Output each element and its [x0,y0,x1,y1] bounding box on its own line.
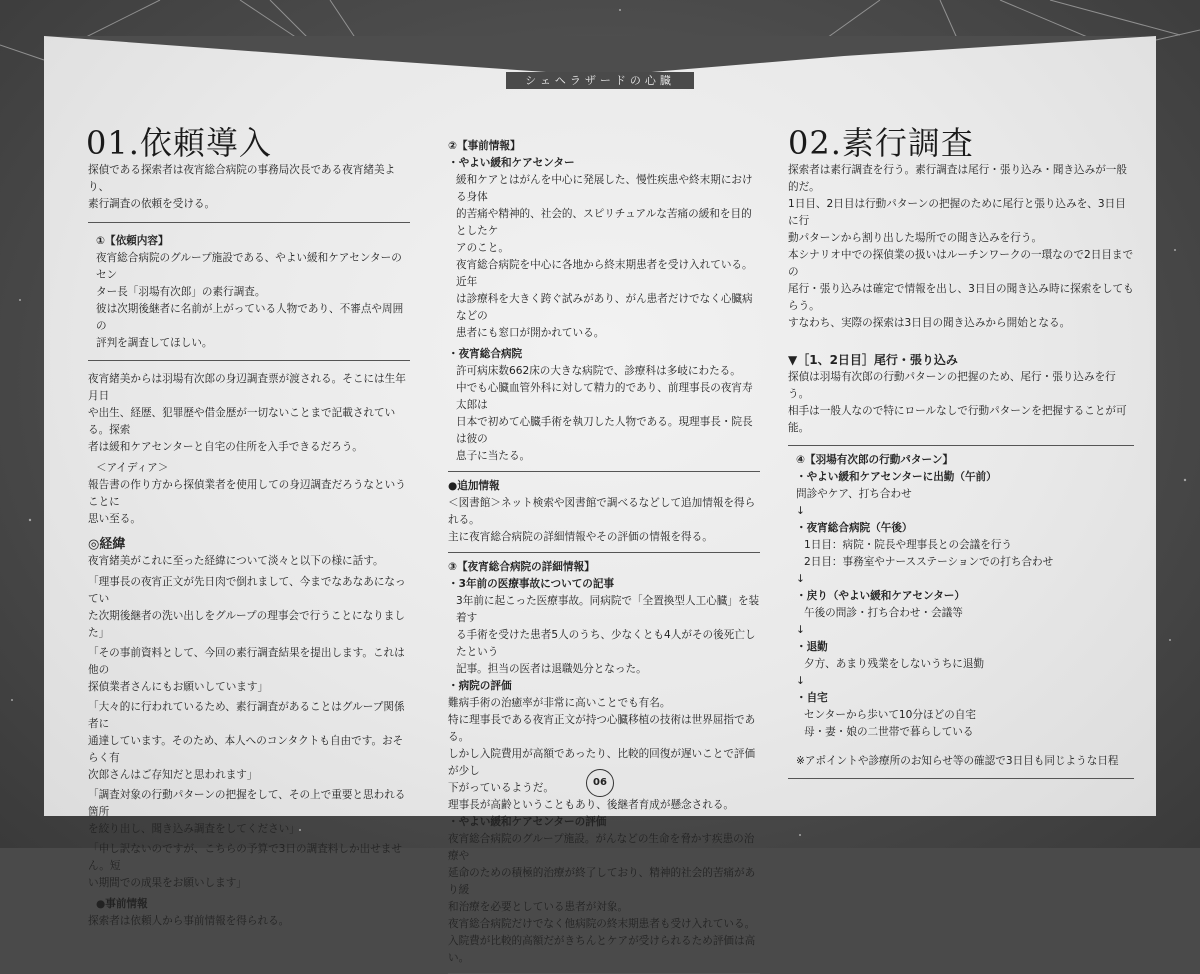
pattern-step-label: ・夜宵総合病院（午後） [796,522,913,534]
pattern-step-item: センターから歩いて10分ほどの自宅 [804,709,976,721]
quote-line: 通達しています。そのため、本人へのコンタクトも自由です。おそらく有 [88,735,404,764]
arrow-icon: ↓ [796,624,805,636]
eval-title: ・病院の評価 [448,680,512,692]
pattern-step-item: 午後の問診・打ち合わせ・会議等 [804,607,963,619]
center-line: アのこと。 [456,242,509,254]
intro-line: 動パターンから割り出した場所での聞き込みを行う。 [788,232,1043,244]
prior-info-line: 探索者は依頼人から事前情報を得られる。 [88,915,290,927]
after-line: 者は緩和ケアセンターと自宅の住所を入手できるだろう。 [88,441,363,453]
divider [788,445,1134,446]
extra-info-title: ●追加情報 [448,480,500,492]
arrow-icon: ↓ [796,505,805,517]
quote-line: い期間での成果をお願いします」 [88,877,247,889]
center-eval-line: 夜宵総合病院のグループ施設。がんなどの生命を脅かす疾患の治療や [448,833,755,862]
request-line: ター長「羽場有次郎」の素行調査。 [96,286,266,298]
quote-line: 探偵業者さんにもお願いしています」 [88,681,269,693]
hospital-line: 中でも心臓血管外科に対して精力的であり、前理事長の夜宵寿太郎は [456,382,753,411]
tail-title: ▼［1、2日目］尾行・張り込み [788,353,958,367]
pattern-step-item: 夕方、あまり残業をしないうちに退勤 [804,658,985,670]
center-title: ・やよい緩和ケアセンター [448,157,575,169]
detail-section-title: ③【夜宵総合病院の詳細情報】 [448,561,595,573]
hospital-line: 許可病床数662床の大きな病院で、診療科は多岐にわたる。 [456,365,741,377]
quote-line: た次期後継者の洗い出しをグループの理事会で行うことになりました」 [88,610,405,639]
divider [788,778,1134,779]
center-eval-title: ・やよい緩和ケアセンターの評価 [448,816,607,828]
center-line: は診療科を大きく跨ぐ試みがあり、がん患者だけでなく心臓病などの [456,293,753,322]
center-eval-line: 入院費が比較的高額だがきちんとケアが受けられるため評価は高い。 [448,935,756,964]
background-title: ◎経緯 [88,537,126,552]
quote-line: 「申し訳ないのですが、こちらの予算で3日の調査料しか出せません。短 [88,843,402,872]
pattern-step-label: ・戻り（やよい緩和ケアセンター） [796,590,965,602]
arrow-icon: ↓ [796,675,805,687]
tail-line: 探偵は羽場有次郎の行動パターンの把握のため、尾行・張り込みを行う。 [788,371,1116,400]
eval-line: しかし入院費用が高額であったり、比較的回復が遅いことで評価が少し [448,748,756,777]
intro-line: 素行調査の依頼を受ける。 [88,198,216,210]
center-line: 的苦痛や精神的、社会的、スピリチュアルな苦痛の緩和を目的としたケ [456,208,752,237]
hospital-title: ・夜宵総合病院 [448,348,523,360]
article-title: ・3年前の医療事故についての記事 [448,578,615,590]
extra-info-line: ＜図書館＞ネット検索や図書館で調べるなどして追加情報を得られる。 [448,497,756,526]
section-heading-request: 01.依頼導入 [86,124,272,162]
request-line: 彼は次期後継者に名前が上がっている人物であり、不審点や周囲の [96,303,404,332]
quote-line: 次郎さんはご存知だと思われます」 [88,769,258,781]
divider [448,471,760,472]
middle-column [448,138,760,974]
pattern-step-label: ・やよい緩和ケアセンターに出勤（午前） [796,471,997,483]
article-line: 3年前に起こった医療事故。同病院で「全置換型人工心臓」を装着す [456,595,760,624]
intro-line: 探偵である探索者は夜宵総合病院の事務局次長である夜宵緒美より、 [88,164,396,193]
intro-line: すなわち、実際の探索は3日目の聞き込みから開始となる。 [788,317,1071,329]
article-line: る手術を受けた患者5人のうち、少なくとも4人がその後死亡したという [456,629,756,658]
center-line: 緩和ケアとはがんを中心に発展した、慢性疾患や終末期における身体 [456,174,753,203]
pattern-step-item: 1日目：病院・院長や理事長との会議を行う [804,539,1013,551]
article-line: 記事。担当の医者は退職処分となった。 [456,663,647,675]
center-line: 夜宵総合病院を中心に各地から終末期患者を受け入れている。近年 [456,259,753,288]
pattern-note: ※アポイントや診療所のお知らせ等の確認で3日目も同じような日程 [796,755,1119,767]
center-line: 患者にも窓口が開かれている。 [456,327,605,339]
pattern-step-label: ・自宅 [796,692,828,704]
pattern-step-item: 2日目：事務室やナースステーションでの打ち合わせ [804,556,1054,568]
after-line: 夜宵緒美からは羽場有次郎の身辺調査票が渡される。そこには生年月日 [88,373,406,402]
intro-line: 尾行・張り込みは確定で情報を出し、3日目の聞き込み時に探索をしてもらう。 [788,283,1134,312]
intro-line: 本シナリオ中での探偵業の扱いはルーチンワークの一環なので2日目までの [788,249,1134,278]
center-eval-line: 延命のための積極的治療が終了しており、精神的社会的苦痛があり緩 [448,867,756,896]
quote-line: 「その事前資料として、今回の素行調査結果を提出します。これは他の [88,647,405,676]
pattern-step-item: 母・妻・娘の二世帯で暮らしている [804,726,974,738]
left-column [88,162,410,930]
hospital-line: 息子に当たる。 [456,450,531,462]
right-column [788,162,1134,779]
prior-info-title: ●事前情報 [96,898,148,910]
request-title: ①【依頼内容】 [96,235,169,247]
intro-line: 1日目、2日目は行動パターンの把握のために尾行と張り込みを、3日目に行 [788,198,1126,227]
quote-line: を絞り出し、聞き込み調査をしてください」 [88,823,300,835]
arrow-icon: ↓ [796,573,805,585]
pattern-title: ④【羽場有次郎の行動パターン】 [796,454,954,466]
pattern-step-label: ・退勤 [796,641,828,653]
page-header-title: シェヘラザードの心臓 [506,72,694,89]
hospital-line: 日本で初めて心臓手術を執刀した人物である。現理事長・院長は彼の [456,416,753,445]
request-line: 評判を調査してほしい。 [96,337,213,349]
background-intro: 夜宵緒美がこれに至った経緯について淡々と以下の様に話す。 [88,555,384,567]
intro-line: 探索者は素行調査を行う。素行調査は尾行・張り込み・聞き込みが一般的だ。 [788,164,1127,193]
quote-line: 「理事長の夜宵正文が先日肉で倒れまして、今までなあなあになってい [88,576,406,605]
quote-line: 「調査対象の行動パターンの把握をして、その上で重要と思われる箇所 [88,789,406,818]
section-heading-investigation: 02.素行調査 [788,124,974,162]
page-number: 06 [586,769,614,797]
quote-line: 「大々的に行われているため、素行調査があることはグループ関係者に [88,701,405,730]
center-eval-line: 和治療を必要としている患者が対象。 [448,901,629,913]
tail-line: 相手は一般人なので特にロールなしで行動パターンを把握することが可能。 [788,405,1127,434]
prior-section-title: ②【事前情報】 [448,140,521,152]
request-line: 夜宵総合病院のグループ施設である、やよい緩和ケアセンターのセン [96,252,402,281]
eval-line: 特に理事長である夜宵正文が持つ心臓移植の技術は世界屈指である。 [448,714,756,743]
center-eval-line: 夜宵総合病院だけでなく他病院の終末期患者も受け入れている。 [448,918,756,930]
extra-info-line: 主に夜宵総合病院の詳細情報やその評価の情報を得る。 [448,531,713,543]
idea-line: 思い至る。 [88,513,141,525]
idea-line: 報告書の作り方から探偵業者を使用しての身辺調査だろうなということに [88,479,406,508]
eval-line: 理事長が高齢ということもあり、後継者育成が懸念される。 [448,799,735,811]
page-top-edge [44,36,1156,76]
idea-title: ＜アイディア＞ [96,462,169,474]
pattern-step-item: 問診やケア、打ち合わせ [796,488,912,500]
after-line: や出生、経歴、犯罪歴や借金歴が一切ないことまで記載されている。探索 [88,407,396,436]
divider [88,360,410,361]
eval-line: 難病手術の治癒率が非常に高いことでも有名。 [448,697,671,709]
eval-line: 下がっているようだ。 [448,782,554,794]
divider [448,552,760,553]
divider [88,222,410,223]
